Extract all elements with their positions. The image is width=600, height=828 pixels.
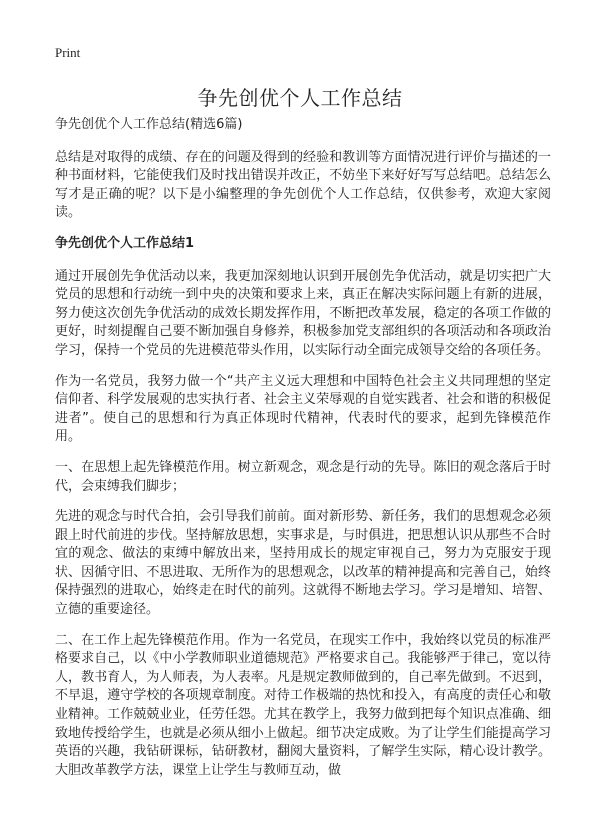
intro-paragraph: 总结是对取得的成绩、存在的问题及得到的经验和教训等方面情况进行评价与描述的一种书面材料，它能使我们及时找出错误并改正，不妨坐下来好好写写总结吧。总结怎么写才是正确的呢？以下是小编整理的争先创优个人工作总结，仅供参考，欢迎大家阅读。 bbox=[55, 149, 551, 221]
body-paragraph: 二、在工作上起先锋模范作用。作为一名党员，在现实工作中，我始终以党员的标准严格要求自己，以《中小学教师职业道德规范》严格要求自己。我能够严于律己，宽以待人，教书育人，为人师表，为人表率。凡是规定教师做到的，自己率先做到。不迟到，不早退，遵守学校的各项规章制度。对待工作极端的热忱和投入，有高度的责任心和敬业精神。工作兢兢业业，任劳任怨。尤其在教学上，我努力做到把每个知识点准确、细致地传授给学生，也就是必须从细小上做起。细节决定成败。为了让学生们能提高学习英语的兴趣，我钻研课标，钻研教材，翻阅大量资料，了解学生实际，精心设计教学。大胆改革教学方法，课堂上让学生与教师互动，做 bbox=[55, 632, 551, 778]
body-paragraph: 先进的观念与时代合拍，会引导我们前前。面对新形势、新任务，我们的思想观念必须跟上时代前进的步伐。坚持解放思想，实事求是，与时俱进，把思想认识从那些不合时宜的观念、做法的束缚中解放出来，坚持用成长的规定审视自己，努力为克服安于现状、因循守旧、不思进取、无所作为的思想观念，以改革的精神提高和完善自己，始终保持强烈的进取心，始终走在时代的前列。这就得不断地去学习。学习是增知、培智、立德的重要途径。 bbox=[55, 509, 551, 618]
body-paragraph: 作为一名党员，我努力做一个“共产主义远大理想和中国特色社会主义共同理想的坚定信仰者、科学发展观的忠实执行者、社会主义荣辱观的自觉实践者、社会和谐的积极促进者”。使自己的思想和行为真正体现时代精神，代表时代的要求，起到先锋模范作用。 bbox=[55, 373, 551, 445]
print-link[interactable]: Print bbox=[55, 45, 81, 60]
body-paragraph: 通过开展创先争优活动以来，我更加深刻地认识到开展创先争优活动，就是切实把广大党员的思想和行动统一到中央的决策和要求上来，真正在解决实际问题上有新的进展，努力使这次创先争优活动的成效长期发挥作用，不断把改革发展，稳定的各项工作做的更好，时刻提醒自己要不断加强自身修养，积极参加党支部组织的各项活动和各项政治学习，保持一个党员的先进模范带头作用，以实际行动全面完成领导交给的各项任务。 bbox=[55, 268, 551, 358]
document-title: 争先创优个人工作总结 bbox=[197, 86, 403, 110]
article-subtitle: 争先创优个人工作总结(精选6篇) bbox=[55, 117, 243, 132]
article-body bbox=[55, 116, 551, 792]
body-paragraph: 一、在思想上起先锋模范作用。树立新观念，观念是行动的先导。陈旧的观念落后于时代，会束缚我们脚步； bbox=[55, 459, 551, 494]
section-heading: 争先创优个人工作总结1 bbox=[55, 235, 195, 251]
